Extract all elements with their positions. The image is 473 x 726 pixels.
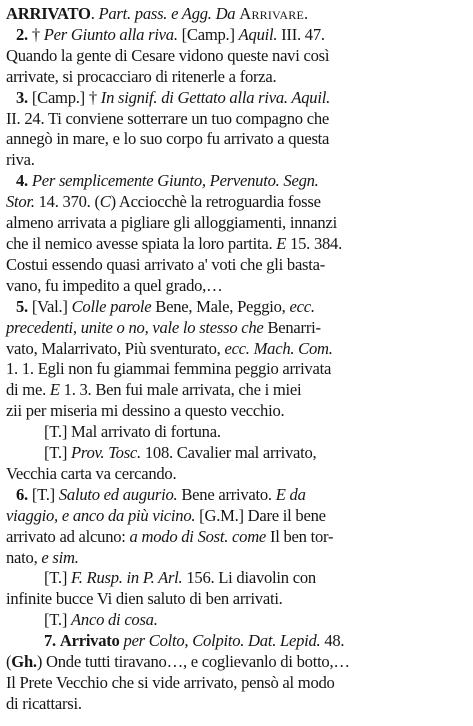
- text-run: [T.]: [44, 443, 72, 463]
- italic-text: ecc.: [289, 296, 315, 316]
- entry-line: [6, 318, 459, 339]
- text-run: ) Acciocchè la retroguardia fosse: [110, 192, 321, 212]
- italic-text: Per Giunto alla riva.: [43, 24, 178, 44]
- entry-line: [6, 150, 459, 171]
- entry-line: [6, 67, 459, 88]
- entry-line: [6, 129, 459, 150]
- text-run: [T.]: [44, 568, 72, 588]
- text-run: nato,: [6, 547, 42, 567]
- bold-text: ARRIVATO: [6, 4, 91, 23]
- italic-text: viaggio, e anco da più vicino.: [6, 505, 196, 525]
- text-run: arrivate, si procacciaro di ritenerle a forza.: [6, 66, 277, 86]
- entry-line: [6, 380, 459, 401]
- text-run: zii per miseria mi dessino a questo vecchio.: [6, 401, 285, 421]
- italic-text: Stor.: [6, 192, 35, 212]
- text-run: 108. Cavalier mal arrivato,: [140, 443, 317, 463]
- text-run: vato, Malarrivato, Più sventurato,: [6, 338, 225, 358]
- italic-text: ecc. Mach. Com.: [224, 338, 333, 358]
- entry-line: [6, 109, 459, 130]
- italic-text: e sim.: [41, 547, 79, 567]
- entry-line: [6, 213, 459, 234]
- entry-line: [6, 568, 459, 589]
- entry-line: [6, 234, 459, 255]
- entry-line: [6, 652, 459, 673]
- text-run: Benarri-: [263, 317, 321, 337]
- entry-line: [6, 88, 459, 109]
- text-run: II. 24. Ti conviene sotterrare un tuo compagno che: [6, 108, 329, 128]
- entry-line: [6, 548, 459, 569]
- text-run: 14. 370. (: [34, 192, 100, 212]
- entry-line: [6, 171, 459, 192]
- text-run: [T.]: [27, 484, 59, 504]
- entry-line: [6, 506, 459, 527]
- entry-line: [6, 25, 459, 46]
- text-run: .: [90, 4, 99, 23]
- entry-line: [6, 276, 459, 297]
- entry-line: [6, 4, 459, 25]
- italic-text: Prov. Tosc.: [71, 443, 141, 463]
- text-run: [Camp.] †: [27, 87, 101, 107]
- bold-text: Gh.: [11, 652, 37, 672]
- text-run: almeno arrivata a pigliare gli alloggiamenti, innanzi: [6, 213, 337, 233]
- italic-text: E da: [275, 484, 306, 504]
- text-run: 1. 1. Egli non fu giammai femmina peggio arrivata: [6, 359, 332, 379]
- entry-line: [6, 610, 459, 631]
- text-run: Bene arrivato.: [177, 484, 276, 504]
- italic-text: E: [276, 233, 287, 253]
- text-run: Bene, Male, Peggio,: [151, 296, 290, 316]
- bold-text: 5.: [16, 296, 28, 316]
- entry-line: [6, 192, 459, 213]
- italic-text: Anco di cosa.: [71, 610, 158, 630]
- bold-text: 6.: [16, 484, 28, 504]
- text-run: [T.] Mal arrivato di fortuna.: [44, 422, 221, 442]
- entry-line: [6, 464, 459, 485]
- text-run: che il nemico avesse spiata la loro partita.: [6, 233, 277, 253]
- entry-line: [6, 631, 459, 652]
- entry-line: [6, 46, 459, 67]
- text-run: Vecchia carta va cercando.: [6, 463, 177, 483]
- entry-line: [6, 443, 459, 464]
- text-run: 15. 384.: [286, 233, 342, 253]
- text-run: arrivato ad alcuno:: [6, 526, 130, 546]
- entry-line: [6, 297, 459, 318]
- text-run: Il ben tor-: [266, 526, 334, 546]
- entry-line: [6, 673, 459, 694]
- italic-text: per Colto, Colpito. Dat. Lepid.: [123, 631, 321, 651]
- italic-text: In signif. di Gettato alla riva. Aquil.: [100, 87, 330, 107]
- entry-line: [6, 359, 459, 380]
- text-run: Costui essendo quasi arrivato a' voti che gli basta-: [6, 254, 326, 274]
- text-run: riva.: [6, 150, 35, 170]
- bold-text: 7.: [44, 631, 56, 651]
- italic-text: precedenti, unite o no, vale lo stesso che: [6, 317, 264, 337]
- entry-line: [6, 694, 459, 715]
- bold-text: 2.: [16, 24, 28, 44]
- entry-line: [6, 401, 459, 422]
- text-run: [Camp.]: [177, 24, 239, 44]
- text-run: di ricattarsi.: [6, 693, 82, 713]
- bold-text: 4.: [16, 171, 28, 191]
- text-run: 156. Li diavolin con: [182, 568, 316, 588]
- italic-text: Saluto ed augurio.: [58, 484, 178, 504]
- text-run: 48.: [320, 631, 345, 651]
- text-run: annegò in mare, e lo suo corpo fu arrivato a questa: [6, 129, 330, 149]
- bold-text: Arrivato: [59, 631, 120, 651]
- italic-text: C: [99, 192, 111, 212]
- italic-text: Aquil.: [238, 24, 278, 44]
- text-run: .: [303, 4, 308, 23]
- italic-text: Per semplicemente Giunto, Pervenuto. Segn.: [31, 171, 319, 191]
- entry-line: [6, 422, 459, 443]
- italic-text: Colle parole: [71, 296, 152, 316]
- text-run: di me.: [6, 380, 50, 400]
- italic-text: E: [49, 380, 60, 400]
- text-run: III. 47.: [277, 24, 325, 44]
- entry-line: [6, 527, 459, 548]
- text-run: [T.]: [44, 610, 72, 630]
- italic-text: a modo di Sost. come: [129, 526, 267, 546]
- text-run: Quando la gente di Cesare vidono queste navi così: [6, 45, 330, 65]
- text-run: vano, fu impedito a quel grado,…: [6, 275, 223, 295]
- text-run: 1. 3. Ben fui male arrivata, che i miei: [59, 380, 302, 400]
- bold-text: 3.: [16, 87, 28, 107]
- text-run: infinite bucce Vi dien saluto di ben arrivati.: [6, 589, 283, 609]
- text-run: Il Prete Vecchio che si vide arrivato, pensò al modo: [6, 673, 335, 692]
- italic-text: Part. pass. e Agg. Da: [98, 4, 240, 23]
- text-run: ) Onde tutti tiravano…, e coglievanlo di botto,…: [36, 652, 350, 672]
- entry-line: [6, 255, 459, 276]
- text-run: (: [6, 652, 12, 672]
- entry-line: [6, 339, 459, 360]
- small-caps-text: Arrivare: [239, 4, 304, 23]
- text-run: [G.M.] Dare il bene: [195, 505, 326, 525]
- italic-text: F. Rusp. in P. Arl.: [71, 568, 183, 588]
- entry-line: [6, 485, 459, 506]
- text-run: [Val.]: [27, 296, 72, 316]
- entry-line: [6, 589, 459, 610]
- text-run: †: [27, 24, 44, 44]
